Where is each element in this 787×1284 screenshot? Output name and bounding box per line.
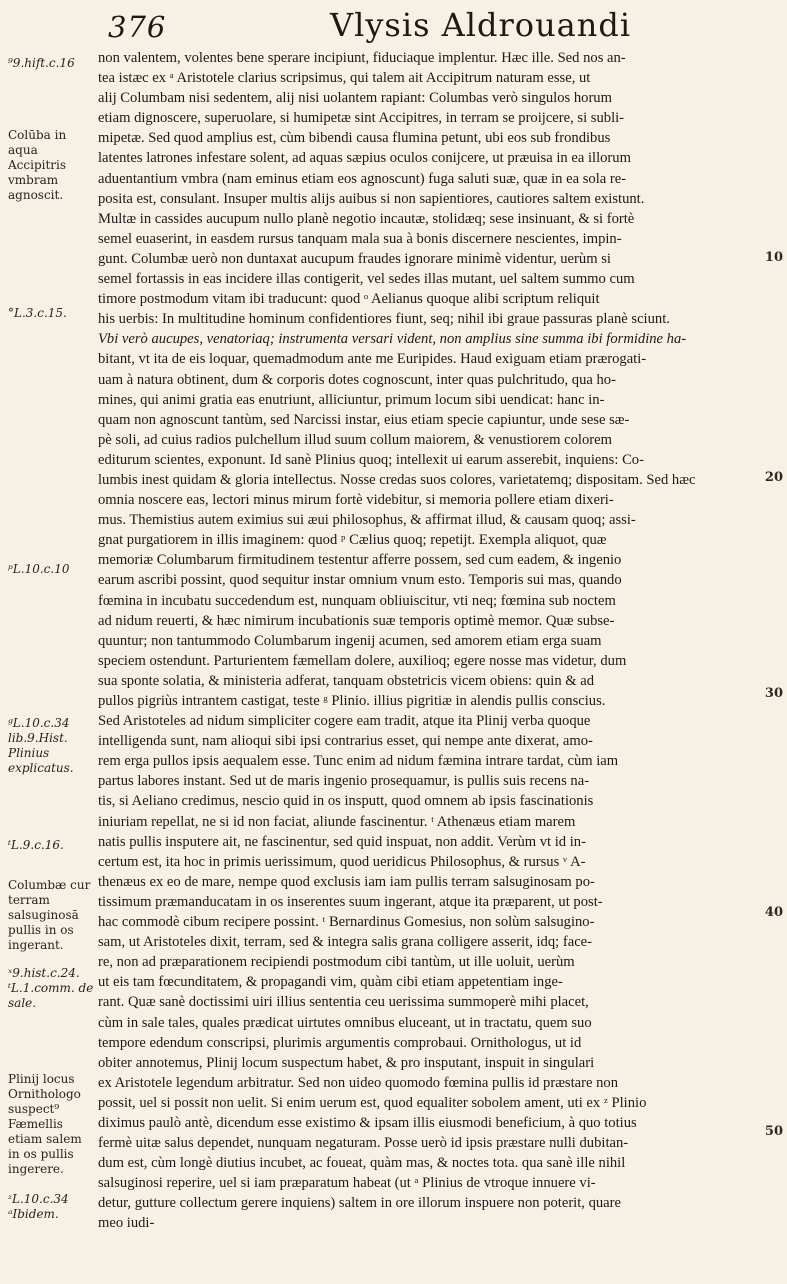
text-line: ex Aristotele legendum arbitratur. Sed non uideo quomodo fœmina pullis id præstare non bbox=[98, 1074, 619, 1091]
text-line: iniuriam repellat, ne si id non faciat, aliunde fascinentur. ᵗ Athenæus etiam marem bbox=[98, 813, 576, 830]
text-line: timore postmodum vitam ibi traducunt: quod ᵒ Aelianus quoque alibi scriptum reliquit bbox=[98, 291, 600, 308]
main-text-column bbox=[98, 48, 763, 1234]
line-number: 50 bbox=[764, 1124, 783, 1139]
text-line: speciem ostendunt. Parturientem fæmellam dolere, auxilioq; egere nosse mas videtur, dum bbox=[98, 652, 627, 669]
page-header bbox=[0, 4, 787, 48]
line-number: 30 bbox=[764, 686, 783, 701]
text-line: hac commodè cibum recipere possint. ᵗ Bernardinus Gomesius, non solùm salsugino- bbox=[98, 914, 595, 931]
text-line: possit, uel si possit non uelit. Si enim uerum est, quod equaliter sobolem ament, uti ex ᶻ Plinio bbox=[98, 1094, 647, 1111]
text-line: semel euaserint, in easdem rursus tanquam mala sua à bonis discernere nescientes, impin- bbox=[98, 230, 622, 247]
margin-note: ᵍL.10.c.34 lib.9.Hist. Plinius explicatus. bbox=[8, 716, 74, 775]
text-line: latentes latrones infestare solent, ad aquas sæpius oculos conijcere, ut præuisa in ea illorum bbox=[98, 150, 631, 167]
margin-note: ˣ9.hist.c.24. ᵗL.1.comm. de sale. bbox=[8, 966, 94, 1010]
text-line: pullos pigriùs intrantem castigat, teste ᵍ Plinio. illius pigritiæ in alendis pullis conscius. bbox=[98, 693, 606, 709]
page-number: 376 bbox=[108, 10, 167, 44]
text-line: dum est, cùm longè diutius incubet, ac foueat, quàm mas, & noctes tota. qua sanè ille nihil bbox=[98, 1155, 626, 1172]
text-line: tempore edendum conscripsi, plurimis argumentis comprobaui. Ornithologus, ut id bbox=[98, 1034, 582, 1051]
text-line: earum ascribi possint, quod sequitur instar omnium vnum esto. Temporis sui mas, quando bbox=[98, 572, 622, 589]
text-line: fermè uitæ salus dependet, nunquam negaturam. Posse uerò id ipsis præstare nulli dubitan- bbox=[98, 1135, 629, 1152]
text-line: bitant, vt ita de eis loquar, quemadmodum ante me Euripides. Haud exiguam etiam prærogati- bbox=[98, 351, 647, 368]
text-line: mus. Themistius autem eximius sui æui philosophus, & affirmat illud, & causam quoq; assi- bbox=[98, 512, 636, 529]
text-line: quuntur; non tantummodo Columbarum ingenij acumen, sed amorem etiam erga suam bbox=[98, 632, 602, 649]
line-number: 10 bbox=[764, 250, 783, 265]
text-line: rant. Quæ sanè doctissimi uiri illius sententia ceu uerissima summoperè mihi placet, bbox=[98, 994, 589, 1011]
text-line: tissimum præmanducatam in os inserentes suum ingerant, atque ita præparent, ut post- bbox=[98, 893, 603, 910]
margin-note: Colūba in aqua Accipitris vmbram agnoscit. bbox=[8, 128, 67, 202]
margin-note: ᵖL.10.c.10 bbox=[8, 562, 70, 576]
margin-note: °L.3.c.15. bbox=[8, 306, 67, 320]
text-line: non valentem, volentes bene sperare incipiunt, fiduciaque implentur. Hæc ille. Sed nos an- bbox=[98, 50, 626, 66]
text-line: memoriæ Columbarum firmitudinem testentur afferre possem, sed cum eadem, & ingenio bbox=[98, 552, 622, 569]
text-line: certum est, ita hoc in primis uerissimum, quod ueridicus Philosophus, & rursus ᵛ A- bbox=[98, 853, 586, 870]
text-line: aduentantium vmbra (nam eminus etiam eos agnoscunt) fuga saluti suæ, quæ in ea sola re- bbox=[98, 170, 627, 187]
line-number: 40 bbox=[764, 905, 783, 920]
text-line: tea istæc ex ᵃ Aristotele clarius scripsimus, qui talem ait Accipitrum naturam esse, ut bbox=[98, 70, 591, 87]
text-line: fœmina in incubatu succedendum est, nunquam obliuiscitur, vti neq; fœmina sub noctem bbox=[98, 592, 616, 609]
text-line: gunt. Columbæ uerò non duntaxat aucupum fraudes ignorare minimè videntur, uerùm si bbox=[98, 250, 611, 267]
text-line: meo iudi- bbox=[98, 1215, 155, 1232]
margin-note: Plinij locus Ornithologo suspect⁹ Fæmellis etiam salem in os pullis ingerere. bbox=[8, 1072, 82, 1176]
text-line: sua sponte solatia, & ministeria adferat, tanquam obstetricis vicem obiens: quin & ad bbox=[98, 672, 595, 689]
text-line: uam à natura obtinent, dum & corporis dotes cognoscunt, inter quas pulchritudo, qua ho- bbox=[98, 371, 616, 388]
line-number: 20 bbox=[764, 470, 783, 485]
text-line: semel fortassis in eas incidere illas contigerit, vel sedes illas mutant, uel saltem summo cum bbox=[98, 271, 635, 288]
text-line: etiam dignoscere, superuolare, si humipetæ sint Accipitres, in terram se proijcere, si subli- bbox=[98, 110, 625, 127]
text-line: editurum scientes, exponunt. Id sanè Plinius quoq; intellexit ui earum asserebit, inquiens: Co- bbox=[98, 451, 644, 468]
text-line: salsuginosi reperire, uel si iam præparatum habeat (ut ᵃ Plinius de vtroque innuere vi- bbox=[98, 1175, 596, 1192]
text-line: ut eis tam fœcunditatem, & propagandi vim, quàm cibi etiam appetentiam inge- bbox=[98, 974, 563, 991]
text-line: quam non agnoscunt tantùm, sed Narcissi instar, eius etiam specie capiuntur, unde sese sæ- bbox=[98, 411, 630, 428]
text-line: cùm in sale tales, quales prædicat uirtutes omnibus eluceant, ut in tractatu, quem suo bbox=[98, 1014, 592, 1031]
margin-note: ᶻL.10.c.34 ᵃIbidem. bbox=[8, 1192, 69, 1221]
text-line: pè soli, ad cuius radios pulchellum illud suum collum maiorem, & venustiorem colorem bbox=[98, 431, 612, 448]
text-line: tis, si Aeliano credimus, nescio quid in os insputt, quod omnem ab ipsis fascinationis bbox=[98, 793, 594, 810]
text-line: Sed Aristoteles ad nidum simpliciter cogere eam tradit, atque ita Plinij verba quoque bbox=[98, 713, 591, 730]
text-line: sam, ut Aristoteles dixit, terram, sed & integra salis grana colligere asserit, idq; face- bbox=[98, 934, 593, 951]
running-title: Vlysis Aldrouandi bbox=[330, 6, 632, 44]
left-margin-notes bbox=[0, 0, 96, 1284]
text-line: mines, qui animi gratia eas enutriunt, alliciuntur, primum locum sibi uendicat: hanc in- bbox=[98, 391, 605, 408]
text-line: natis pullis insputere ait, ne fascinentur, sed quid inspuat, non addit. Verùm vt id in- bbox=[98, 833, 586, 850]
text-line: re, non ad præparationem recipiendi postmodum cibi tantùm, ut ille uoluit, uerùm bbox=[98, 954, 575, 971]
margin-note: ᵗL.9.c.16. bbox=[8, 838, 64, 852]
text-line: partus labores instant. Sed ut de maris ingenio prosequamur, is pullis suis recens na- bbox=[98, 773, 590, 790]
text-line: Multæ in cassides aucupum nullo planè negotio incautæ, stolidæq; sese insinuant, & si fortè bbox=[98, 210, 635, 227]
margin-note: ⁹9.hift.c.16 bbox=[8, 56, 75, 70]
text-line: alij Columbam nisi sedentem, alij nisi uolantem rapiant: Columbas verò singulos horum bbox=[98, 90, 612, 107]
text-line: his uerbis: In multitudine hominum confidentiores fiunt, seq; nihil ibi graue passuras planè sciunt. bbox=[98, 311, 670, 328]
text-line: thenæus ex eo de mare, nempe quod exclusis iam iam pullis terram salsuginosam po- bbox=[98, 873, 595, 890]
text-line: obiter annotemus, Plinij locum suspectum habet, & pro insputant, inspuit in singulari bbox=[98, 1054, 595, 1071]
right-margin-line-numbers bbox=[761, 0, 787, 1284]
text-line: mipetæ. Sed quod amplius est, cùm bibendi causa flumina petunt, ubi eos sub frondibus bbox=[98, 130, 611, 147]
text-line: posita est, consulant. Insuper multis alijs auibus si non sapientiores, cautiores saltem existunt. bbox=[98, 190, 645, 207]
text-line: rem erga pullos ipsis aequalem esse. Tunc enim ad nidum fæmina intrare tardat, cùm iam bbox=[98, 753, 619, 770]
margin-note: Columbæ cur terram salsuginosā pullis in os ingerant. bbox=[8, 878, 91, 952]
text-line: lumbis inest quidam & gloria intellectus. Nosse credas suos colores, varietatemq; dispositam. Sed hæc bbox=[98, 471, 696, 488]
text-line: omnia noscere eas, lectori minus mirum fortè videbitur, si memoria pollere etiam dixeri- bbox=[98, 492, 614, 509]
text-line: ad nidum reuerti, & hæc nimirum incubationis suæ temporis optimè memor. Quæ subse- bbox=[98, 612, 615, 629]
text-line: detur, gutture collectum gerere inquiens) saltem in ore illorum inspuere non poterit, quare bbox=[98, 1195, 622, 1212]
text-line: gnat purgatiorem in illis imaginem: quod ᵖ Cælius quoq; repetijt. Exempla aliquot, quæ bbox=[98, 532, 607, 549]
text-line: intelligenda sunt, nam alioqui sibi ipsi contrarius esset, qui nempe ante dixerat, amo- bbox=[98, 733, 593, 750]
text-line: diximus paulò antè, dicendum esse existimo & ipsam illis eiusmodi beneficium, à quo totius bbox=[98, 1114, 637, 1131]
text-line: Vbi verò aucupes, venatoriaq; instrumenta versari vident, non amplius sine summa ibi formidine ha- bbox=[98, 331, 687, 348]
